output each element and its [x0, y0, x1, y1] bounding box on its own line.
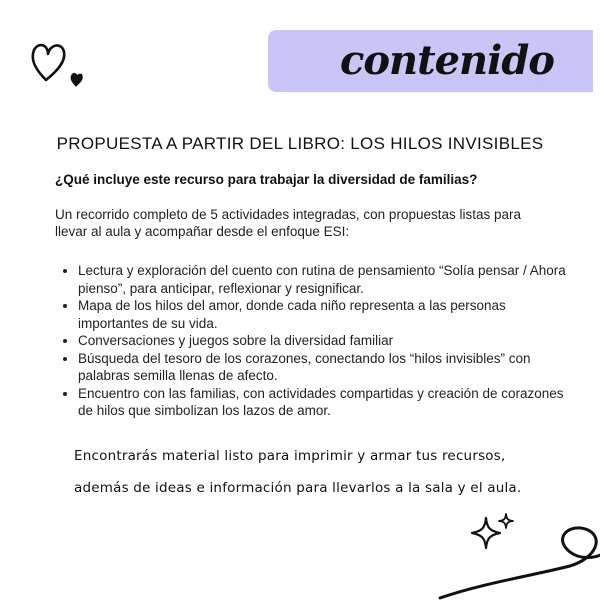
heart-outline-icon	[28, 36, 98, 96]
document-title: PROPUESTA A PARTIR DEL LIBRO: LOS HILOS INVISIBLES	[56, 134, 544, 153]
list-item: • Conversaciones y juegos sobre la diversidad familiar	[78, 332, 568, 350]
closing-message: Encontrarás material listo para imprimir y armar tus recursos, además de ideas e información para llevarlos a la sala y el aula.	[74, 448, 522, 496]
intro-paragraph: Un recorrido completo de 5 actividades integradas, con propuestas listas para llevar al aula y acompañar desde el enfoque ESI:	[55, 207, 522, 239]
sparkles-icon	[468, 512, 516, 554]
activities-list	[58, 262, 568, 420]
question-heading: ¿Qué incluye este recurso para trabajar la diversidad de familias?	[55, 172, 478, 187]
list-item: • Lectura y exploración del cuento con rutina de pensamiento “Solía pensar / Ahora pienso”, para anticipar, reflexionar y resignificar.	[78, 262, 568, 297]
list-item: • Búsqueda del tesoro de los corazones, conectando los “hilos invisibles” con palabras semilla llenas de afecto.	[78, 350, 568, 385]
small-heart-icon	[71, 74, 82, 86]
header-title: contenido	[340, 37, 554, 84]
list-item: • Mapa de los hilos del amor, donde cada niño representa a las personas importantes de su vida.	[78, 297, 568, 332]
list-item: • Encuentro con las familias, con actividades compartidas y creación de corazones de hilos que simbolizan los lazos de amor.	[78, 385, 568, 420]
